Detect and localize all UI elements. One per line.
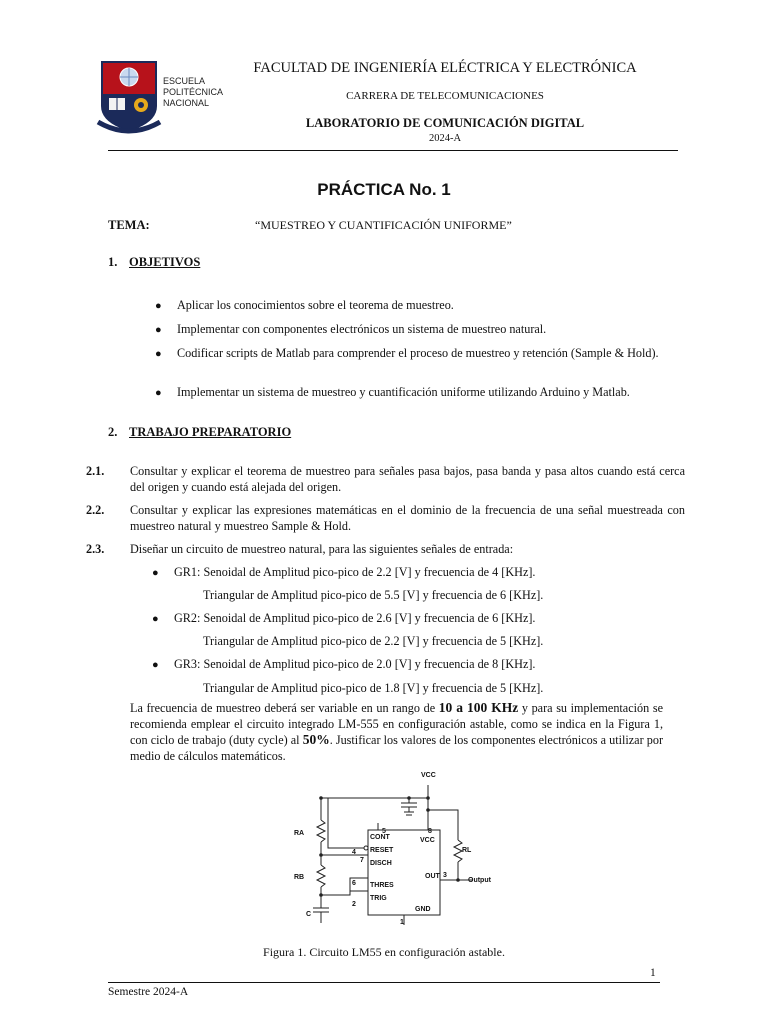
faculty-name: FACULTAD DE INGENIERÍA ELÉCTRICA Y ELECTRÓNICA	[253, 60, 637, 76]
pin-number: 5	[382, 828, 386, 835]
semester-label: 2024-A	[428, 133, 462, 144]
rb-label: RB	[294, 874, 305, 881]
section-title: TRABAJO PREPARATORIO	[129, 425, 292, 439]
pin-number: 2	[352, 901, 356, 908]
institution-logo	[96, 60, 162, 136]
career-name: CARRERA DE TELECOMUNICACIONES	[346, 90, 544, 102]
objective-item: Aplicar los conocimientos sobre el teorema de muestreo.	[177, 298, 454, 312]
pin-number: 4	[352, 849, 356, 856]
rl-label: RL	[462, 847, 472, 854]
section-objetivos-heading	[108, 255, 200, 270]
objective-item: Implementar con componentes electrónicos un sistema de muestreo natural.	[177, 322, 547, 336]
objective-item: Codificar scripts de Matlab para comprender el proceso de muestreo y retención (Sample & Hold).	[177, 346, 659, 360]
section-number: 1.	[108, 255, 118, 269]
tema-label: TEMA:	[108, 218, 150, 232]
item-text: Consultar y explicar el teorema de muestreo para señales pasa bajos, pasa banda y pasa altos cuando está cerca del origen y cuando está alejada del origen.	[130, 464, 685, 494]
item-2-3	[86, 541, 685, 557]
ra-label: RA	[294, 830, 305, 837]
pin-number: 1	[400, 919, 404, 926]
logo-text: ESCUELA POLITÉCNICA NACIONAL	[163, 76, 223, 108]
objective-item: Implementar un sistema de muestreo y cuantificación uniforme utilizando Arduino y Matlab.	[177, 385, 630, 399]
practice-title: PRÁCTICA No. 1	[317, 180, 451, 199]
tema-value: “MUESTREO Y CUANTIFICACIÓN UNIFORME”	[255, 218, 512, 232]
item-number: 2.2.	[86, 503, 105, 517]
item-text: Consultar y explicar las expresiones matemáticas en el dominio de la frecuencia de una señal muestreada con muestreo natural y muestreo Sample & Hold.	[130, 503, 685, 533]
bullet-icon: ●	[155, 324, 162, 336]
pin-disch-label: DISCH	[370, 860, 392, 867]
figure-caption: Figura 1. Circuito LM55 en configuración astable.	[263, 945, 505, 959]
bullet-icon: ●	[152, 659, 159, 671]
pin-gnd-label: GND	[415, 906, 431, 913]
pin-number: 6	[352, 880, 356, 887]
group-sine: GR3: Senoidal de Amplitud pico-pico de 2.0 [V] y frecuencia de 8 [KHz].	[174, 657, 536, 671]
pin-number: 8	[428, 828, 432, 835]
pin-thres-label: THRES	[370, 882, 394, 889]
pin-reset-label: RESET	[370, 847, 394, 854]
section-trabajo-heading	[108, 425, 291, 440]
vcc-label: VCC	[421, 772, 436, 779]
footer-divider	[108, 982, 660, 983]
item-2-1	[86, 463, 685, 495]
lab-name: LABORATORIO DE COMUNICACIÓN DIGITAL	[305, 116, 585, 130]
sampling-paragraph	[130, 700, 663, 764]
bullet-icon: ●	[152, 567, 159, 579]
bullet-icon: ●	[155, 348, 162, 360]
group-sine: GR2: Senoidal de Amplitud pico-pico de 2.6 [V] y frecuencia de 6 [KHz].	[174, 611, 536, 625]
bullet-icon: ●	[155, 387, 162, 399]
header-divider	[108, 150, 678, 151]
pin-vcc-label: VCC	[420, 837, 435, 844]
paragraph-text: . Justificar los valores de los componentes electrónicos a utilizar por medio de cálculos matemáticos.	[130, 733, 663, 763]
group-triangular: Triangular de Amplitud pico-pico de 5.5 [V] y frecuencia de 6 [KHz].	[203, 588, 544, 602]
pin-out-label: OUT	[425, 873, 440, 880]
section-title: OBJETIVOS	[129, 255, 201, 269]
paragraph-bold: 50%	[302, 732, 330, 747]
item-text: Diseñar un circuito de muestreo natural, para las siguientes señales de entrada:	[130, 542, 514, 556]
item-number: 2.1.	[86, 464, 105, 478]
item-2-2	[86, 502, 685, 534]
pin-trig-label: TRIG	[370, 895, 387, 902]
page-number: 1	[650, 967, 656, 979]
group-triangular: Triangular de Amplitud pico-pico de 2.2 [V] y frecuencia de 5 [KHz].	[203, 634, 544, 648]
bullet-icon: ●	[152, 613, 159, 625]
paragraph-bold: 10 a 100 KHz	[438, 700, 519, 715]
lm555-circuit-figure	[288, 765, 498, 933]
group-sine: GR1: Senoidal de Amplitud pico-pico de 2.2 [V] y frecuencia de 4 [KHz].	[174, 565, 536, 579]
c-label: C	[306, 911, 312, 918]
pin-cont-label: CONT	[370, 834, 390, 841]
footer-text: Semestre 2024-A	[108, 986, 189, 998]
group-triangular: Triangular de Amplitud pico-pico de 1.8 [V] y frecuencia de 5 [KHz].	[203, 681, 544, 695]
pin-number: 7	[360, 857, 364, 864]
bullet-icon: ●	[155, 300, 162, 312]
section-number: 2.	[108, 425, 118, 439]
output-label: Output	[468, 877, 491, 884]
paragraph-text: y para su implementación se recomienda emplear el circuito integrado LM-555 en configuración astable, como se indica en la Figura 1, con ciclo de trabajo (duty cycle) al	[130, 701, 663, 747]
item-number: 2.3.	[86, 542, 105, 556]
pin-number: 3	[443, 872, 447, 879]
paragraph-text: La frecuencia de muestreo deberá ser variable en un rango de	[130, 701, 439, 715]
